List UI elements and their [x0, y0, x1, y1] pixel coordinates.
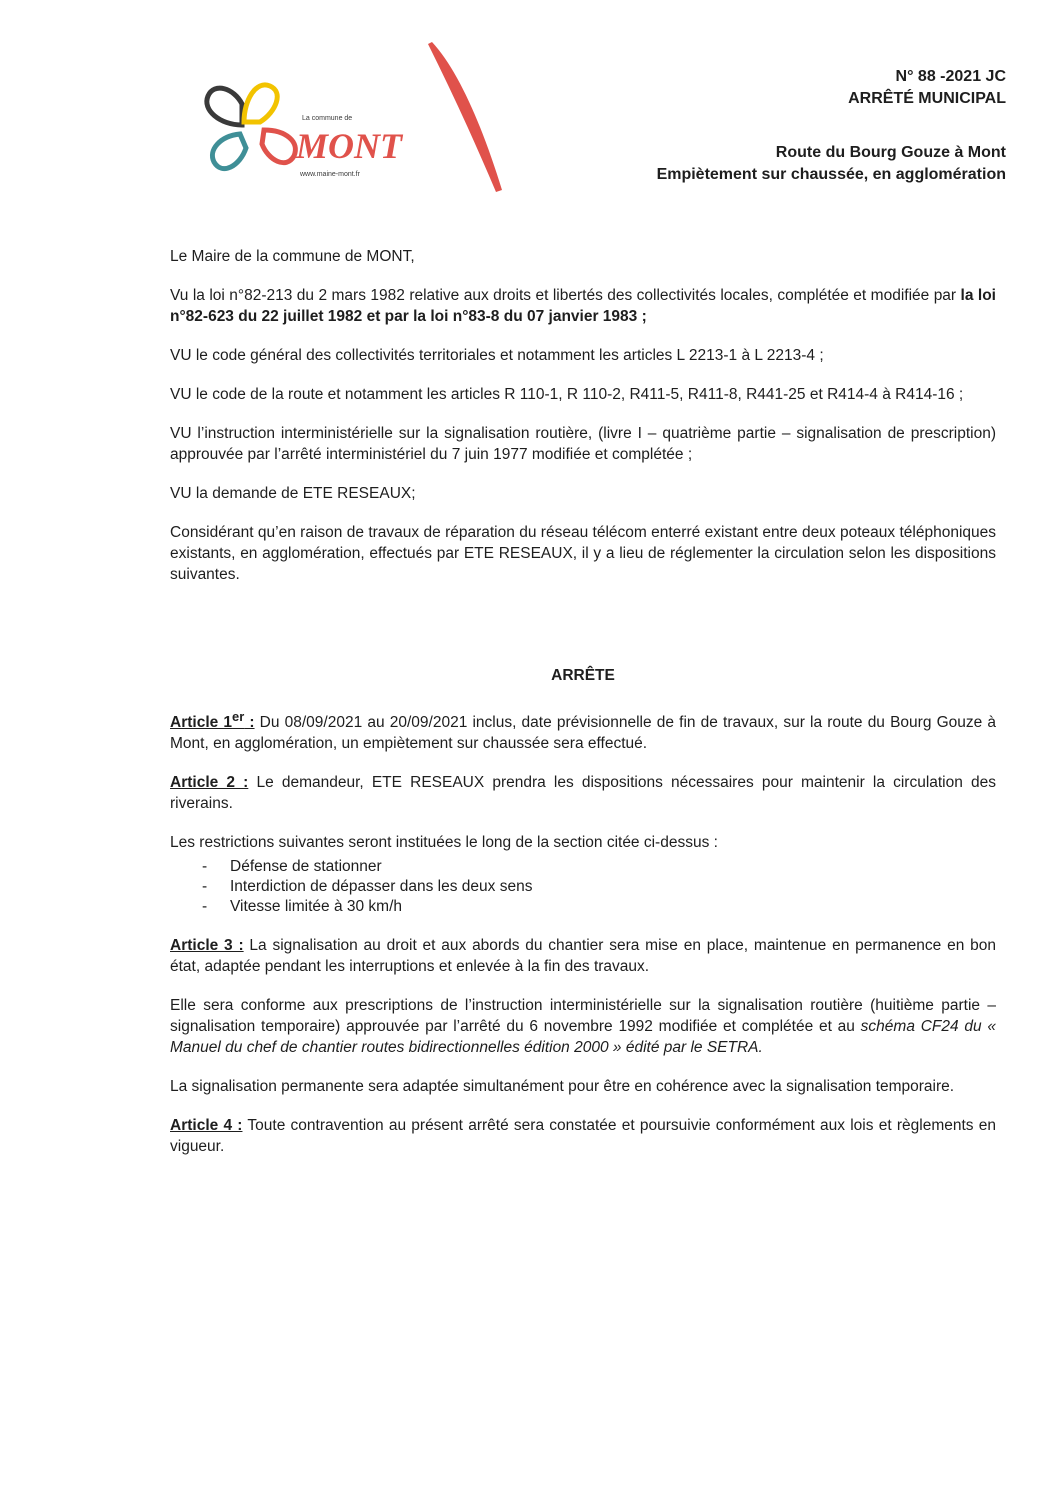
considerant-paragraph: Considérant qu’en raison de travaux de réparation du réseau télécom enterré existant entre deux poteaux téléphoniques existants, en agglomération, effectués par ETE RESEAUX, il y a lieu de réglementer la circulation selon les dispositions suivantes.: [170, 524, 996, 583]
conformity-text: Elle sera conforme aux prescriptions de l’instruction interministérielle sur la signalisation routière (huitième partie – signalisation temporaire) approuvée par l’arrêté du 6 novembre 1992 modifiée et complétée et au: [170, 997, 996, 1036]
vu-paragraph-3: VU le code de la route et notamment les articles R 110-1, R 110-2, R411-5, R411-8, R441-25 et R414-4 à R414-16 ;: [170, 386, 964, 403]
arrete-reference: N° 88 -2021 JC: [895, 68, 1006, 85]
article-3-label: Article 3 :: [170, 937, 244, 955]
intro-paragraph: Le Maire de la commune de MONT,: [170, 248, 415, 265]
vu-paragraph-5: VU la demande de ETE RESEAUX;: [170, 485, 416, 502]
restrictions-intro: Les restrictions suivantes seront instituées le long de la section citée ci-dessus :: [170, 834, 718, 852]
petal-red: [262, 130, 295, 163]
article-1-colon: :: [244, 714, 255, 732]
article-4: [170, 1115, 996, 1157]
article-3: [170, 935, 996, 977]
logo-url: www.maine-mont.fr: [300, 171, 360, 178]
article-1-sup: er: [232, 709, 245, 724]
vu1-bold-text: la loi n°82-623 du 22 juillet 1982 et par la loi n°83-8 du 07 janvier 1983 ;: [170, 287, 996, 325]
conformity-italic-text: schéma CF24 du « Manuel du chef de chantier routes bidirectionnelles édition 2000 » édité par le SETRA.: [170, 1018, 996, 1057]
petal-dark: [207, 88, 242, 125]
spacer: [170, 603, 996, 665]
article-4-text: Toute contravention au présent arrêté sera constatée et poursuivie conformément aux lois et règlements en vigueur.: [170, 1117, 996, 1156]
conformity-paragraph: [170, 995, 996, 1058]
permanent-signage-paragraph: La signalisation permanente sera adaptée simultanément pour être en cohérence avec la signalisation temporaire.: [170, 1078, 955, 1096]
arrete-title: ARRÊTE: [551, 667, 615, 684]
article-1-text: Du 08/09/2021 au 20/09/2021 inclus, date prévisionnelle de fin de travaux, sur la route du Bourg Gouze à Mont, en agglomération, un empiètement sur chaussée sera effectué.: [170, 714, 997, 753]
restriction-item: - Interdiction de dépasser dans les deux sens: [192, 877, 996, 897]
restriction-item: - Défense de stationner: [192, 857, 996, 877]
article-4-label: Article 4 :: [170, 1117, 243, 1135]
article-1-label-text: Article 1: [170, 714, 233, 732]
vu1-text: Vu la loi n°82-213 du 2 mars 1982 relative aux droits et libertés des collectivités locales, complétée et modifiée par: [170, 287, 961, 304]
commune-logo: [190, 30, 530, 205]
article-3-text: La signalisation au droit et aux abords du chantier sera mise en place, maintenue en permanence en bon état, adaptée pendant les interruptions et enlevée à la fin des travaux.: [170, 937, 996, 976]
vu-paragraph-2: VU le code général des collectivités territoriales et notamment les articles L 2213-1 à L 2213-4 ;: [170, 347, 824, 364]
vu-paragraph-1: [170, 285, 996, 327]
restriction-item: - Vitesse limitée à 30 km/h: [192, 897, 996, 917]
article-1-label: [170, 709, 255, 732]
article-2: [170, 772, 996, 814]
article-1: [170, 706, 996, 754]
logo-small-text: La commune de: [302, 115, 353, 122]
document-kind: ARRÊTÉ MUNICIPAL: [848, 90, 1006, 107]
article-2-text: Le demandeur, ETE RESEAUX prendra les dispositions nécessaires pour maintenir la circulation des riverains.: [170, 774, 997, 813]
petal-yellow: [244, 85, 277, 122]
logo-name: MONT: [296, 126, 402, 166]
subject-line: Empiètement sur chaussée, en agglomération: [656, 166, 1006, 183]
swoosh-shape: [428, 42, 502, 192]
document-body: [170, 246, 996, 1175]
petal-teal: [212, 134, 246, 169]
commune-logo-graphic: [190, 30, 530, 205]
header-block: [586, 66, 1006, 186]
article-2-label: Article 2 :: [170, 774, 249, 792]
vu-paragraph-4: VU l’instruction interministérielle sur la signalisation routière, (livre I – quatrième partie – signalisation de prescription) approuvée par l’arrêté interministériel du 7 juin 1977 modifiée et complétée ;: [170, 425, 996, 463]
restrictions-list: [192, 857, 996, 917]
road-name: Route du Bourg Gouze à Mont: [775, 144, 1006, 161]
